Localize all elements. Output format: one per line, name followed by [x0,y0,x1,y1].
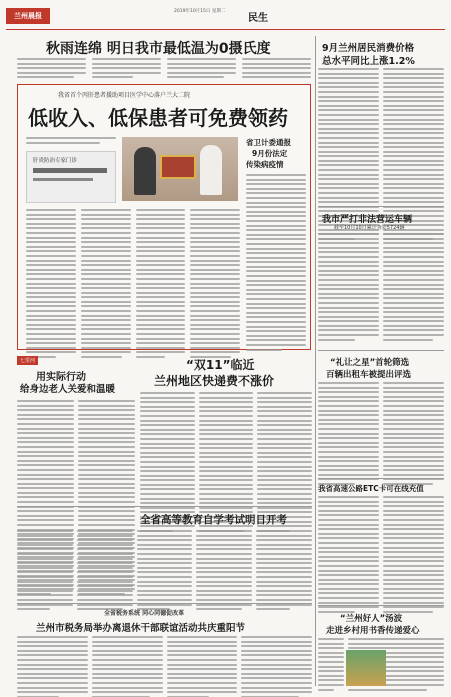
district-tag: 七里河 [17,356,38,365]
column-rule [315,36,316,686]
feature-kicker: 我省首个丙肝患者援助项目医学中心落户兰大二院 [58,92,191,99]
feature-headline: 低收入、低保患者可免费领药 [28,106,288,130]
side-headline-2: 9月份法定 [252,149,288,158]
exam-headline: 全省高等教育自学考试明日开考 [140,514,287,526]
side-brief [246,137,306,353]
top-story-headline: 秋雨连绵 明日我市最低温为0摄氏度 [46,41,271,57]
transport-headline: 我市严打非法营运车辆 [322,215,413,225]
section-rule [318,206,444,207]
etc-headline: 我省高速公路ETC卡可在线充值 [318,484,424,493]
issue-info: 2019年10月15日 星期二 [174,9,226,14]
tax-body [17,636,312,697]
side-headline-3: 传染病疫情 [246,160,284,169]
express-headline-2: 兰州地区快递费不涨价 [154,374,275,388]
top-story-body [17,58,311,81]
tax-kicker: 全省税务系统 同心同德促改革 [104,610,185,617]
section-rule [318,478,444,479]
left-headline-1: 用实际行动 [36,372,86,383]
feature-article-box [17,84,311,350]
award-photo [122,137,238,201]
transport-subheadline: 截至10月10日累计查处5724辆 [334,225,405,231]
etiquette-headline-1: “礼让之星”首轮筛选 [330,358,410,368]
express-headline-1: “双11”临近 [186,358,255,372]
etiquette-body [318,382,444,488]
ad-thumbnail [26,151,116,203]
good-person-headline-2: 走进乡村用书香传递爱心 [326,626,420,636]
section-rule [17,506,312,507]
ad-caption: 肝炎防治专家门诊 [33,158,78,164]
exam-body [17,530,312,613]
transport-body [318,233,444,343]
award-ceremony-image [346,650,386,686]
cpi-headline-1: 9月兰州居民消费价格 [322,43,415,54]
etc-body [318,496,444,615]
good-person-headline-1: “兰州好人”汤波 [340,614,403,624]
section-rule [17,603,312,604]
cpi-headline-2: 总水平同比上涨1.2% [322,56,415,67]
side-headline-1: 省卫计委通报 [246,138,291,147]
section-name: 民生 [248,13,268,24]
left-headline-2: 给身边老人关爱和温暖 [20,384,116,395]
section-rule [318,350,444,351]
etiquette-headline-2: 百辆出租车被提出评选 [326,370,412,380]
newspaper-logo: 兰州晨报 [6,8,50,24]
masthead [6,6,445,30]
section-rule [318,605,444,606]
feature-body [26,209,240,361]
tax-headline: 兰州市税务局举办离退休干部联谊活动共庆重阳节 [36,623,246,634]
